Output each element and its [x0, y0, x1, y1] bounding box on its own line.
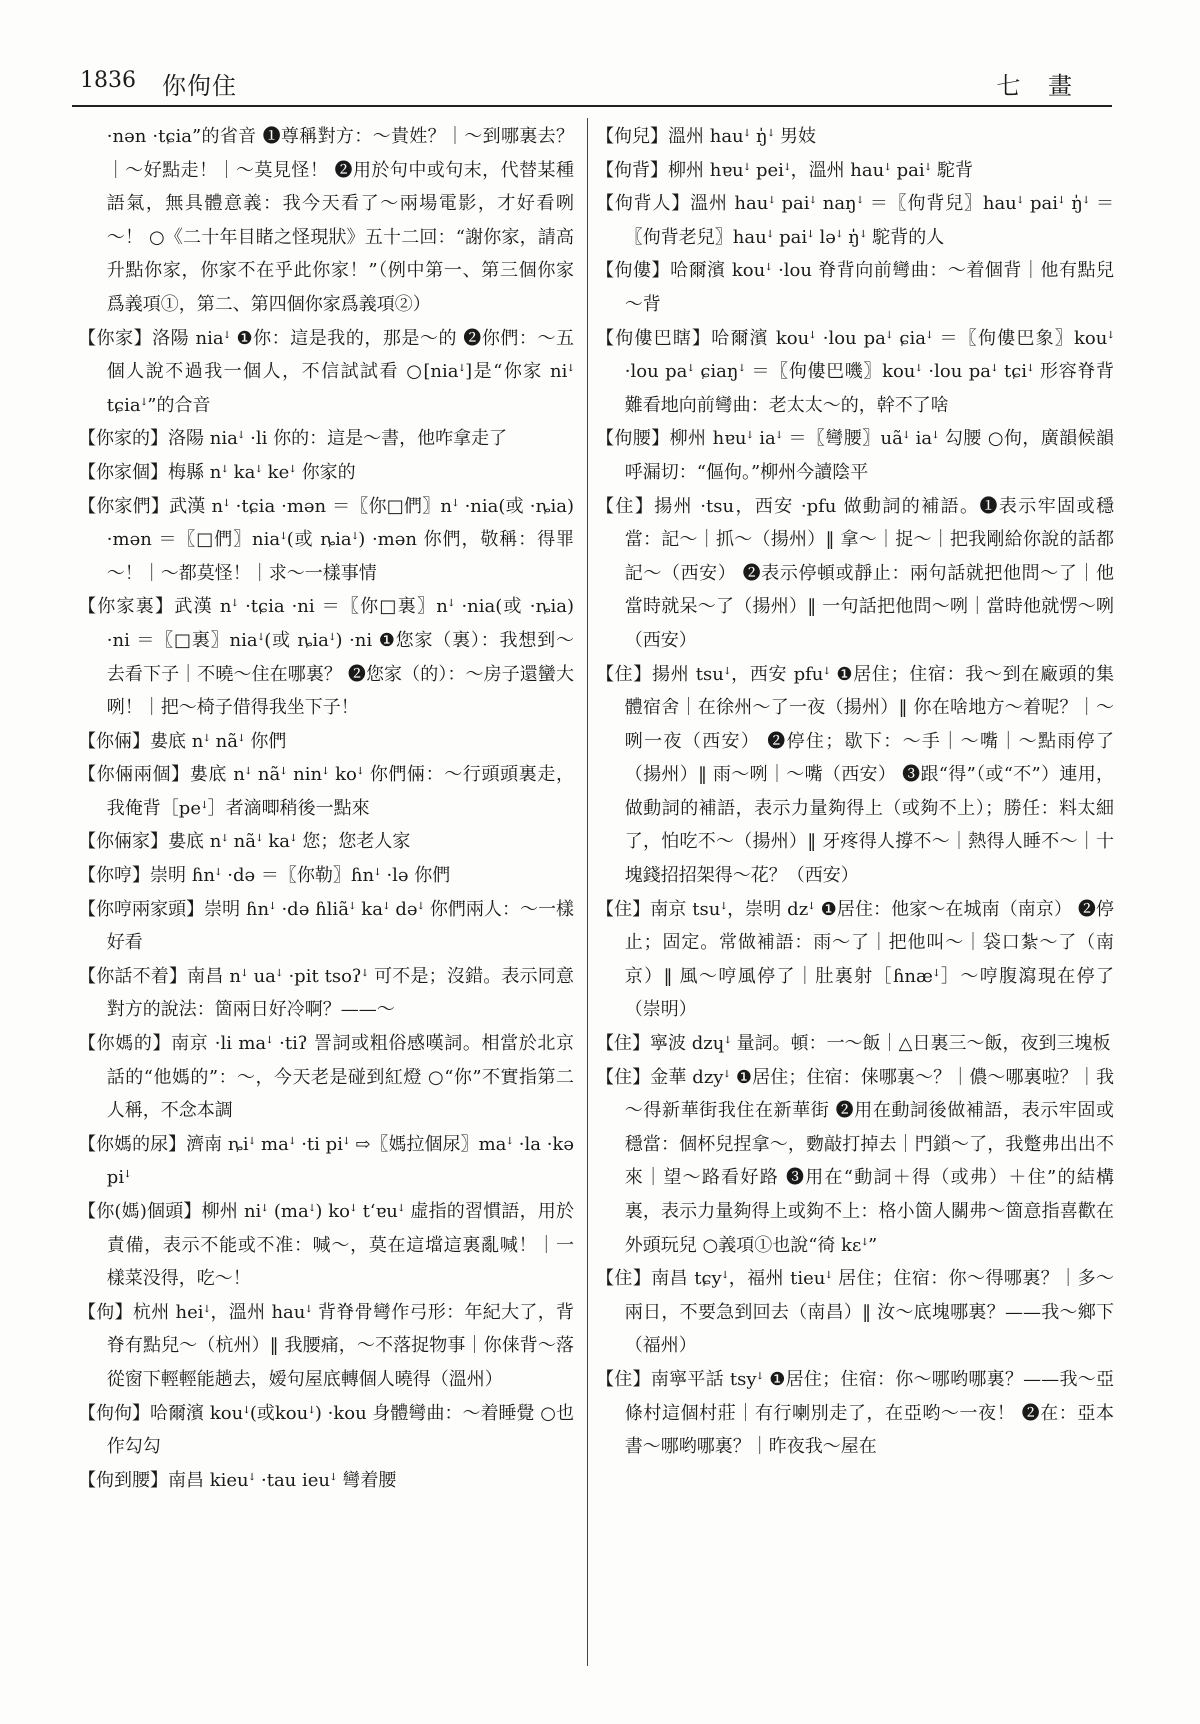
dictionary-entry: 【你(媽)個頭】柳州 niꜜ (maꜜ) koꜜ tʻɐuꜜ 虛指的習慣語，用於責備，表示不能或不准：喊～，莫在這壋這裏亂喊！｜一樣菜没得，吃～！	[78, 1201, 574, 1290]
dictionary-entry: 【佝到腰】南昌 kieuꜜ ·tau ieuꜜ 彎着腰	[78, 1469, 397, 1491]
dictionary-entry: 【佝僂】哈爾濱 kouꜜ ·lou 脊背向前彎曲：～着個背｜他有點兒～背	[596, 260, 1114, 315]
dictionary-entry: 【佝腰】柳州 hɐuꜜ iaꜜ ＝〖彎腰〗uãꜜ iaꜜ 勾腰 ○佝，廣韻候韻呼漏切：“傴佝。”柳州今讀陰平	[596, 428, 1114, 483]
dictionary-entry: 【你倆兩個】婁底 nꜜ nãꜜ ninꜜ koꜜ 你們倆：～行頭頭裏走，我俺背［peꜜ］者滴唧稍後一點來	[78, 764, 574, 819]
running-title: 你佝住	[162, 72, 237, 100]
dictionary-entry: 【佝】杭州 heiꜜ，溫州 hauꜜ 背脊骨彎作弓形：年紀大了，背脊有點兒～（杭州）‖ 我腰痛，～不落捉物事｜你俫背～落從窗下輕輕能趟去，嫒句屋底轉個人曉得（溫州）	[78, 1301, 574, 1390]
header-rule	[72, 105, 1112, 107]
entry-continuation: ·nən ·tɕia”的省音 ❶尊稱對方：～貴姓？｜～到哪裏去？｜～好點走！｜～莫見怪！ ❷用於句中或句末，代替某種語氣，無具體意義：我今天看了～兩場電影，才好看咧～！ ○《二十年目睹之怪現狀》五十二回：“謝你家，請高升點你家，你家不在乎此你家！”（例中第一、第三個你家爲義項①，第二、第四個你家爲義項②）	[106, 126, 574, 315]
column-divider	[587, 118, 588, 1666]
page-number: 1836	[80, 68, 136, 93]
dictionary-entry: 【你哼兩家頭】崇明 ɦnꜜ ·də ɦliãꜜ kaꜜ dəꜜ 你們兩人：～一樣好看	[78, 898, 574, 954]
dictionary-entry: 【住】金華 dzyꜜ ❶居住；住宿：俫哪裏～？｜儂～哪裏啦？｜我～得新華街我住在新華街 ❷用在動詞後做補語，表示牢固或穩當：個杯兒捏拿～，覅敲打掉去｜門鎖～了，我蹩弗出出不來｜望～路看好路 ❸用在“動詞＋得（或弗）＋住”的結構裏，表示力量夠得上或夠不上：格小箇人關弗～箇意指喜歡在外頭玩兒 ○義項①也說“徛 kɛꜜ”	[596, 1066, 1114, 1256]
dictionary-entry: 【佝佝】哈爾濱 kouꜜ(或kouꜜ) ·kou 身體彎曲：～着睡覺 ○也作勾勾	[78, 1402, 574, 1458]
dictionary-entry: 【佝僂巴瞎】哈爾濱 kouꜜ ·lou paꜜ ɕiaꜜ ＝〖佝僂巴象〗kouꜜ ·lou paꜜ ɕiaŋꜜ ＝〖佝僂巴嘰〗kouꜜ ·lou paꜜ tɕiꜜ 形容脊背難看地向前彎曲：老太太～的，幹不了啥	[596, 327, 1114, 416]
dictionary-entry: 【你話不着】南昌 nꜜ uaꜜ ·pit tsoʔꜜ 可不是；沒錯。表示同意對方的說法：箇兩日好冷啊？——～	[78, 965, 574, 1021]
dictionary-entry: 【住】揚州 tsuꜜ，西安 pfuꜜ ❶居住；住宿：我～到在廠頭的集體宿舍｜在徐州～了一夜（揚州）‖ 你在啥地方～着呢？｜～咧一夜（西安） ❷停住；歇下：～手｜～嘴｜～點雨停了（揚州）‖ 雨～咧｜～嘴（西安） ❸跟“得”（或“不”）連用，做動詞的補語，表示力量夠得上（或夠不上）；勝任：料太細了，怕吃不～（揚州）‖ 牙疼得人撐不～｜熱得人睡不～｜十塊錢招招架得～花？（西安）	[596, 663, 1114, 887]
dictionary-entry: 【你倆】婁底 nꜜ nãꜜ 你們	[78, 730, 287, 752]
left-column	[78, 120, 574, 1660]
dictionary-entry: 【你家的】洛陽 niaꜜ ·li 你的：這是～書，他咋拿走了	[78, 428, 508, 450]
dictionary-entry: 【你倆家】婁底 nꜜ nãꜜ kaꜜ 您；您老人家	[78, 831, 411, 853]
dictionary-entry: 【住】南寧平話 tsyꜜ ❶居住；住宿：你～哪哟哪裏？——我～亞條村這個村莊｜有行喇別走了，在亞哟～一夜！ ❷在：亞本書～哪哟哪裏？｜昨夜我～屋在	[596, 1368, 1114, 1458]
dictionary-entry: 【你家】洛陽 niaꜜ ❶你：這是我的，那是～的 ❷你們：～五個人說不過我一個人，不信試試看 ○[niaꜜ]是“你家 niꜜ tɕiaꜜ”的合音	[78, 327, 574, 416]
right-column	[596, 120, 1114, 1660]
dictionary-entry: 【佝背】柳州 hɐuꜜ peiꜜ，溫州 hauꜜ paiꜜ 駝背	[596, 159, 973, 181]
dictionary-entry: 【你媽的】南京 ·li maꜜ ·tiʔ 詈詞或粗俗感嘆詞。相當於北京話的“他媽的”：～，今天老是碰到紅燈 ○“你”不實指第二人稱，不念本調	[78, 1033, 574, 1122]
dictionary-entry: 【你哼】崇明 ɦnꜜ ·də ＝〖你勒〗ɦnꜜ ·lə 你們	[78, 865, 451, 887]
dictionary-entry: 【你家裏】武漢 nꜜ ·tɕia ·ni ＝〖你□裏〗nꜜ ·nia(或 ·ȵia) ·ni ＝〖□裏〗niaꜜ(或 ȵiaꜜ) ·ni ❶您家（裏）：我想到～去看下子｜不曉～住在哪裏？ ❷您家（的）：～房子還蠻大咧！｜把～椅子借得我坐下子！	[78, 596, 574, 719]
dictionary-entry: 【你家個】梅縣 nꜜ kaꜜ keꜜ 你家的	[78, 461, 356, 483]
dictionary-entry: 【佝背人】溫州 hauꜜ paiꜜ naŋꜜ ＝〖佝背兒〗hauꜜ paiꜜ ŋ̍ꜜ ＝〖佝背老兒〗hauꜜ paiꜜ ləꜜ ŋ̍ꜜ 駝背的人	[596, 193, 1114, 248]
dictionary-entry: 【你家們】武漢 nꜜ ·tɕia ·mən ＝〖你□們〗nꜜ ·nia(或 ·ȵia) ·mən ＝〖□們〗niaꜜ(或 ȵiaꜜ) ·mən 你們，敬稱：得罪～！｜～都莫怪！｜求～一樣事情	[78, 495, 574, 584]
dictionary-entry: 【住】寧波 dzɥꜜ 量詞。頓：一～飯｜△日裏三～飯，夜到三塊板	[596, 1033, 1111, 1055]
page-header	[72, 62, 1102, 102]
dictionary-entry: 【住】南昌 tɕyꜜ，福州 tieuꜜ 居住；住宿：你～得哪裏？｜多～兩日，不要急到回去（南昌）‖ 汝～底塊哪裏？——我～鄉下（福州）	[596, 1268, 1114, 1357]
section-label: 七 畫	[996, 72, 1082, 100]
dictionary-entry: 【住】揚州 ·tsu，西安 ·pfu 做動詞的補語。❶表示牢固或穩當：記～｜抓～（揚州）‖ 拿～｜捉～｜把我剛給你說的話都記～（西安） ❷表示停頓或靜止：兩句話就把他問～了｜他當時就呆～了（揚州）‖ 一句話把他問～咧｜當時他就愣～咧（西安）	[596, 495, 1114, 651]
dictionary-entry: 【住】南京 tsuꜜ，崇明 dzꜜ ❶居住：他家～在城南（南京） ❷停止；固定。常做補語：雨～了｜把他叫～｜袋口紮～了（南京）‖ 風～哼風停了｜肚裏射［ɦnæꜜ］～哼腹瀉現在停了（崇明）	[596, 898, 1114, 1021]
dictionary-entry: 【佝兒】溫州 hauꜜ ŋ̍ꜜ 男妓	[596, 126, 816, 147]
dictionary-entry: 【你媽的尿】濟南 ȵiꜜ maꜜ ·ti piꜜ ⇨〖媽拉個尿〗maꜜ ·la ·kə piꜜ	[78, 1133, 574, 1189]
